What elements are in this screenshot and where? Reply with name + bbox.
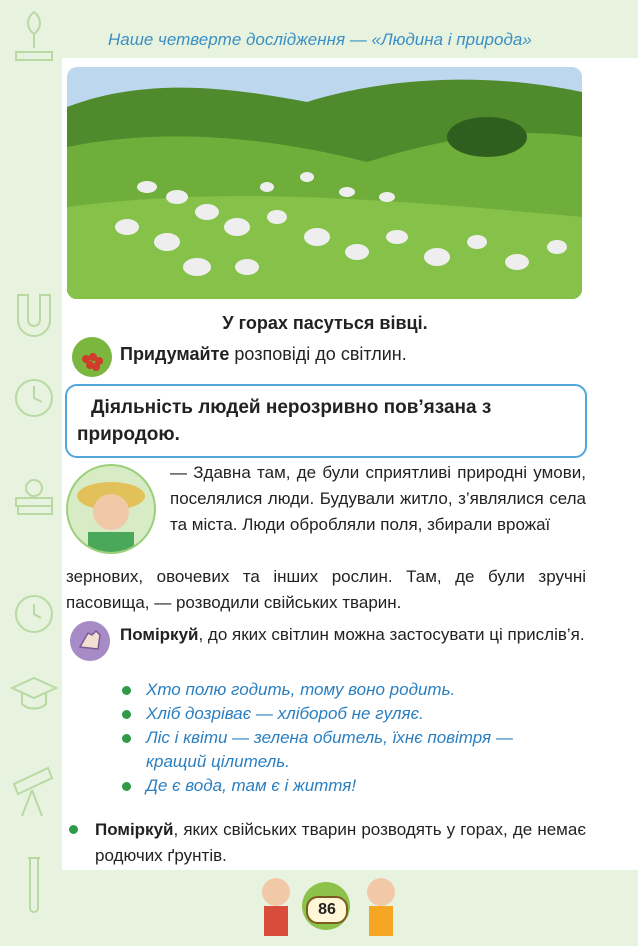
plant-hand-icon — [8, 4, 60, 64]
task-text: , яких свійських тварин розводять у горах, де немає родючих ґрунтів. — [95, 820, 586, 865]
story-paragraph-1: — Здавна там, де були сприятливі природні умови, поселялися люди. Будували житло, з’являлися села та міста. Люди обробляли поля, збирали врожаї — [170, 463, 586, 534]
task-keyword: Придумайте — [120, 344, 230, 364]
telescope-icon — [8, 760, 60, 820]
books-apple-icon — [8, 470, 60, 522]
proverb-item-continuation — [120, 750, 513, 774]
test-tube-icon — [8, 852, 60, 922]
task-invent-stories — [120, 344, 407, 365]
bullet-icon — [122, 782, 131, 791]
bullet-icon — [122, 734, 131, 743]
page-number: 86 — [306, 896, 348, 924]
task-keyword: Поміркуй — [95, 820, 174, 839]
proverbs-list — [120, 678, 513, 798]
task-text: розповіді до світлин. — [229, 344, 407, 364]
proverb-text: Ліс і квіти — зелена обитель, їхнє повітря — — [146, 728, 513, 747]
proverb-item — [120, 726, 513, 750]
proverb-text: Де є вода, там є і життя! — [146, 776, 357, 795]
alarm-clock-icon — [8, 584, 60, 640]
boy-avatar — [66, 464, 156, 554]
story-paragraph-2: зернових, овочевих та інших рослин. Там, де були зручні пасовища, — розводили свійських тварин. — [66, 567, 586, 612]
bullet-icon — [69, 825, 78, 834]
magnet-icon — [8, 275, 60, 345]
sheep-mountains-photo — [67, 67, 582, 299]
bullet-icon — [122, 686, 131, 695]
proverb-text: Хліб дозріває — хлібороб не гуляє. — [146, 704, 424, 723]
proverb-item — [120, 678, 513, 702]
task-consider-animals — [66, 817, 586, 869]
task-text: , до яких світлин можна застосувати ці прислів’я. — [198, 625, 585, 644]
bullet-icon — [122, 710, 131, 719]
task-consider-proverbs — [120, 622, 590, 648]
page-header-title: Наше четверте дослідження — «Людина і природа» — [108, 30, 532, 49]
photo-caption: У горах пасуться вівці. — [222, 313, 428, 333]
thinking-hand-icon — [70, 621, 110, 661]
key-idea-text: Діяльність людей нерозривно пов’язана з природою. — [77, 397, 492, 445]
proverb-text: кращий цілитель. — [146, 752, 290, 771]
proverb-item — [120, 702, 513, 726]
rowan-berries-icon — [72, 337, 112, 377]
proverb-text: Хто полю годить, тому воно родить. — [146, 680, 456, 699]
proverb-item — [120, 774, 513, 798]
graduation-cap-icon — [8, 670, 60, 716]
clock-icon — [8, 372, 60, 424]
task-keyword: Поміркуй — [120, 625, 199, 644]
